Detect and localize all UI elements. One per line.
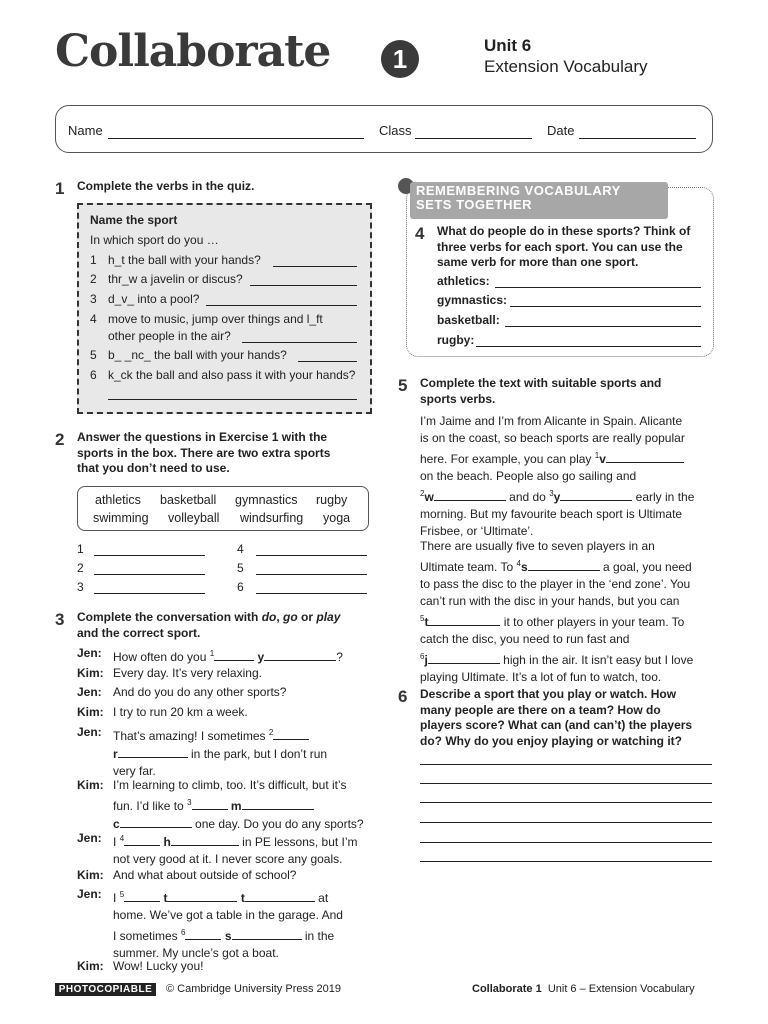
dialogue-line: Wow! Lucky you! — [113, 959, 204, 973]
answer-line[interactable] — [94, 555, 205, 556]
quiz-item: 1 h_t the ball with your hands? — [90, 253, 261, 267]
dialogue-line: I $^5$ t t at home. We’ve got a table in the garage. And I sometimes $^6$ s in the summer. My uncle’s got a boat. — [113, 890, 343, 960]
word: windsurfing — [240, 511, 304, 525]
exercise-1-number: 1 — [55, 179, 65, 198]
answer-number: 6 — [237, 580, 244, 594]
logo: Collaborate — [55, 26, 331, 77]
exercise-5-instruction: Complete the text with suitable sports and sports verbs. — [420, 376, 662, 406]
dialogue-line: That’s amazing! I sometimes $^2$ r in the park, but I don’t run very far. — [113, 728, 328, 778]
date-label: Date — [547, 123, 575, 138]
text-paragraph-1: I’m Jaime and I’m from Alicante in Spain. Alicante is on the coast, so beach sports are really popular here. For example, you can play $^1$v on the beach. People also go sailing and $^2$w and do $^3$y early in the morning. But my favourite beach sport is Ultimate Frisbee, or ‘Ultimate’. — [420, 414, 695, 538]
class-field[interactable] — [415, 138, 532, 139]
answer-line[interactable] — [256, 574, 367, 575]
speaker: Kim: — [77, 778, 104, 792]
text-paragraph-2: There are usually five to seven players in an Ultimate team. To $^4$s a goal, you need to pass the disc to the player in the ‘end zone’. You can’t run with the disc in your hands, but you can $^5$t it to other players in your team. To catch the disc, you need to run fast and $^6$j high in the air. It isn’t easy but I love playing Ultimate. It’s a lot of fun to watch, too. — [420, 539, 694, 684]
answer-line[interactable] — [256, 593, 367, 594]
footer-unit-info: Collaborate 1 Unit 6 – Extension Vocabulary — [472, 983, 695, 995]
quiz-answer-line[interactable] — [273, 266, 357, 267]
exercise-6-number: 6 — [398, 687, 408, 706]
quiz-item: 6 k_ck the ball and also pass it with your hands? — [90, 368, 356, 382]
quiz-item: 5 b_ _nc_ the ball with your hands? — [90, 348, 287, 362]
writing-line[interactable] — [420, 822, 712, 823]
unit-subtitle: Extension Vocabulary — [484, 57, 648, 76]
answer-line[interactable] — [505, 326, 701, 327]
sport-label: rugby: — [437, 333, 475, 347]
quiz-item: 3 d_v_ into a pool? — [90, 292, 200, 306]
name-field[interactable] — [108, 138, 364, 139]
writing-line[interactable] — [420, 783, 712, 784]
dialogue-line: And do you do any other sports? — [113, 685, 287, 699]
quiz-answer-line[interactable] — [298, 361, 357, 362]
dialogue-line: How often do you $^1$ y ? — [113, 649, 343, 664]
word: yoga — [323, 511, 351, 525]
dialogue-line: And what about outside of school? — [113, 868, 297, 882]
answer-line[interactable] — [256, 555, 367, 556]
exercise-4-instruction: What do people do in these sports? Think of three verbs for each sport. You can use the same verb for more than one sport. — [437, 224, 691, 269]
word: rugby — [316, 493, 348, 507]
quiz-item: 4 move to music, jump over things and l_ft — [90, 312, 323, 326]
quiz-title: Name the sport — [90, 213, 178, 227]
writing-line[interactable] — [420, 764, 712, 765]
quiz-answer-line[interactable] — [206, 305, 357, 306]
answer-number: 1 — [77, 542, 84, 556]
word: gymnastics — [235, 493, 298, 507]
answer-line[interactable] — [510, 306, 701, 307]
quiz-intro: In which sport do you … — [90, 233, 219, 247]
writing-line[interactable] — [420, 861, 712, 862]
answer-line[interactable] — [495, 287, 701, 288]
photocopiable-badge: PHOTOCOPIABLE — [55, 983, 156, 996]
quiz-answer-line[interactable] — [242, 342, 357, 343]
answer-number: 4 — [237, 542, 244, 556]
logo-number: 1 — [381, 40, 419, 78]
dialogue-line: I $^4$ h in PE lessons, but I’m not very good at it. I never score any goals. — [113, 834, 358, 866]
answer-line[interactable] — [476, 346, 701, 347]
sport-label: gymnastics: — [437, 293, 508, 307]
exercise-2-instruction: Answer the questions in Exercise 1 with the sports in the box. There are two extra sports that you don’t need to use. — [77, 430, 331, 475]
answer-number: 3 — [77, 580, 84, 594]
word: volleyball — [168, 511, 220, 525]
exercise-2-number: 2 — [55, 430, 65, 449]
word: swimming — [93, 511, 149, 525]
unit-title: Unit 6 — [484, 36, 532, 55]
speaker: Jen: — [77, 831, 102, 845]
quiz-answer-line[interactable] — [108, 399, 357, 400]
speaker: Jen: — [77, 725, 102, 739]
exercise-3-number: 3 — [55, 610, 65, 629]
sport-label: basketball: — [437, 313, 500, 327]
exercise-6-instruction: Describe a sport that you play or watch. How many people are there on a team? How do players score? What can (and can’t) the players do? Why do you enjoy playing or watching it? — [420, 687, 693, 748]
answer-line[interactable] — [94, 593, 205, 594]
dialogue-line: I try to run 20 km a week. — [113, 705, 248, 719]
speaker: Kim: — [77, 666, 104, 680]
quiz-answer-line[interactable] — [250, 285, 357, 286]
speaker: Kim: — [77, 959, 104, 973]
class-label: Class — [379, 123, 412, 138]
answer-number: 2 — [77, 561, 84, 575]
copyright: © Cambridge University Press 2019 — [166, 983, 342, 995]
speaker: Jen: — [77, 685, 102, 699]
panel-heading: REMEMBERING VOCABULARY SETS TOGETHER — [410, 182, 668, 219]
speaker: Jen: — [77, 887, 102, 901]
answer-number: 5 — [237, 561, 244, 575]
speaker: Kim: — [77, 705, 104, 719]
date-field[interactable] — [579, 138, 696, 139]
writing-line[interactable] — [420, 842, 712, 843]
dialogue-line: I’m learning to climb, too. It’s difficult, but it’s fun. I’d like to $^3$ m c one day. Do you do any sports? — [113, 778, 364, 831]
sport-label: athletics: — [437, 274, 490, 288]
speaker: Jen: — [77, 646, 102, 660]
exercise-4-number: 4 — [415, 224, 425, 243]
exercise-3-instruction: Complete the conversation with do, go or play and the correct sport. — [77, 610, 341, 640]
quiz-item-continued: other people in the air? — [108, 329, 231, 343]
answer-line[interactable] — [94, 574, 205, 575]
word: athletics — [95, 493, 141, 507]
word: basketball — [160, 493, 217, 507]
speaker: Kim: — [77, 868, 104, 882]
quiz-item: 2 thr_w a javelin or discus? — [90, 272, 243, 286]
exercise-5-number: 5 — [398, 376, 408, 395]
exercise-1-instruction: Complete the verbs in the quiz. — [77, 179, 255, 193]
name-label: Name — [68, 123, 103, 138]
writing-line[interactable] — [420, 802, 712, 803]
dialogue-line: Every day. It’s very relaxing. — [113, 666, 262, 680]
